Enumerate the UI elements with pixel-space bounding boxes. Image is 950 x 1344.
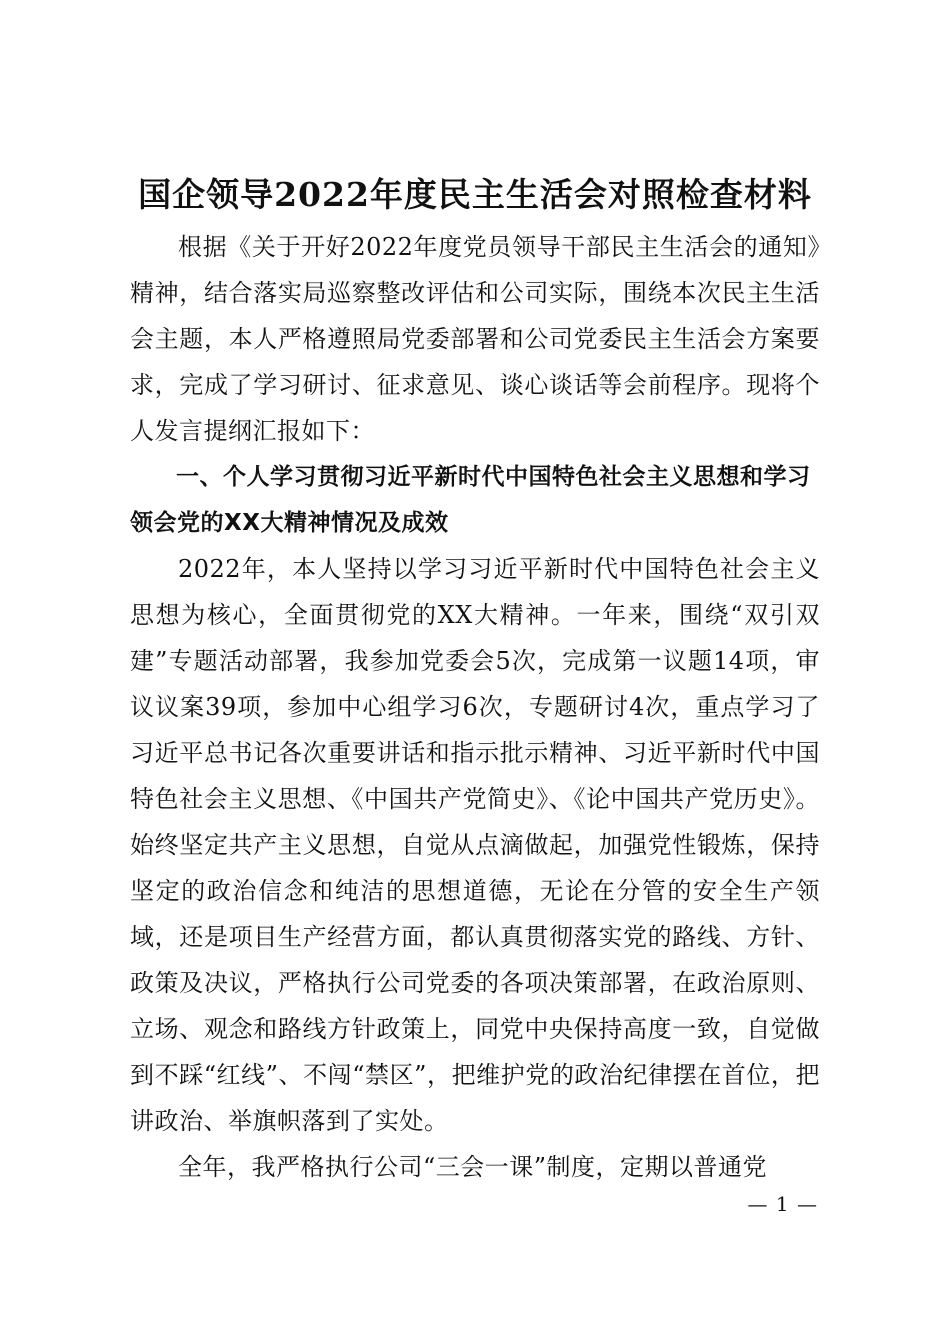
document-title: 国企领导2022年度民主生活会对照检查材料 [138, 175, 812, 214]
intro-paragraph: 根据《关于开好2022年度党员领导干部民主生活会的通知》精神，结合落实局巡察整改评估和公司实际，围绕本次民主生活会主题，本人严格遵照局党委部署和公司党委民主生活会方案要求，完成了学习研讨、征求意见、谈心谈话等会前程序。现将个人发言提纲汇报如下： [130, 233, 820, 445]
body-paragraph: 全年，我严格执行公司“三会一课”制度，定期以普通党 [178, 1153, 768, 1181]
page-number: — 1 — [747, 1192, 818, 1216]
document-body [130, 168, 820, 1190]
body-paragraph: 2022年，本人坚持以学习习近平新时代中国特色社会主义思想为核心，全面贯彻党的XX大精神。一年来，围绕“双引双建”专题活动部署，我参加党委会5次，完成第一议题14项，审议议案39项，参加中心组学习6次，专题研讨4次，重点学习了习近平总书记各次重要讲话和指示批示精神、习近平新时代中国特色社会主义思想、《中国共产党简史》、《论中国共产党历史》。始终坚定共产主义思想，自觉从点滴做起，加强党性锻炼，保持坚定的政治信念和纯洁的思想道德，无论在分管的安全生产领域，还是项目生产经营方面，都认真贯彻落实党的路线、方针、政策及决议，严格执行公司党委的各项决策部署，在政治原则、立场、观念和路线方针政策上，同党中央保持高度一致，自觉做到不踩“红线”、不闯“禁区”，把维护党的政治纪律摆在首位，把讲政治、举旗帜落到了实处。 [130, 555, 820, 1135]
section-heading: 一、个人学习贯彻习近平新时代中国特色社会主义思想和学习领会党的XX大精神情况及成效 [130, 464, 811, 536]
